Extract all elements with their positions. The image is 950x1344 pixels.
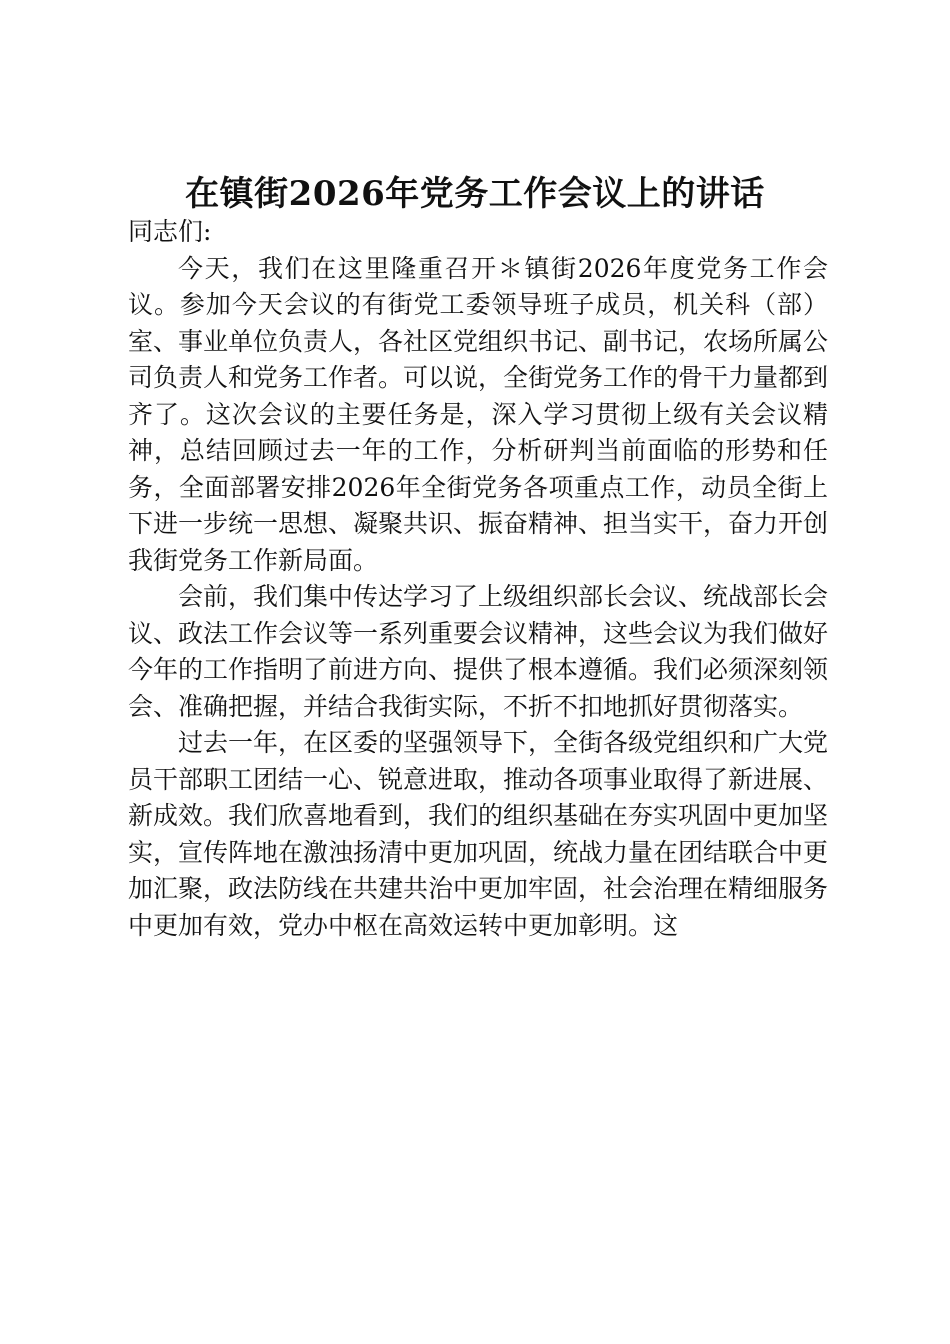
salutation: 同志们:	[128, 217, 212, 246]
paragraph-1: 今天，我们在这里隆重召开＊镇街2026年度党务工作会议。参加今天会议的有街党工委领导班子成员，机关科（部）室、事业单位负责人，各社区党组织书记、副书记，农场所属公司负责人和党务工作者。可以说，全街党务工作的骨干力量都到齐了。这次会议的主要任务是，深入学习贯彻上级有关会议精神，总结回顾过去一年的工作，分析研判当前面临的形势和任务，全面部署安排2026年全街党务各项重点工作，动员全街上下进一步统一思想、凝聚共识、振奋精神、担当实干，奋力开创我街党务工作新局面。	[128, 253, 829, 575]
paragraph-3: 过去一年，在区委的坚强领导下，全街各级党组织和广大党员干部职工团结一心、锐意进取，推动各项事业取得了新进展、新成效。我们欣喜地看到，我们的组织基础在夯实巩固中更加坚实，宣传阵地在激浊扬清中更加巩固，统战力量在团结联合中更加汇聚，政法防线在共建共治中更加牢固，社会治理在精细服务中更加有效，党办中枢在高效运转中更加彰明。这	[128, 728, 829, 940]
document-body	[128, 214, 828, 944]
document-title: 在镇街2026年党务工作会议上的讲话	[185, 174, 765, 214]
paragraph-2: 会前，我们集中传达学习了上级组织部长会议、统战部长会议、政法工作会议等一系列重要会议精神，这些会议为我们做好今年的工作指明了前进方向、提供了根本遵循。我们必须深刻领会、准确把握，并结合我街实际，不折不扣地抓好贯彻落实。	[128, 582, 829, 721]
